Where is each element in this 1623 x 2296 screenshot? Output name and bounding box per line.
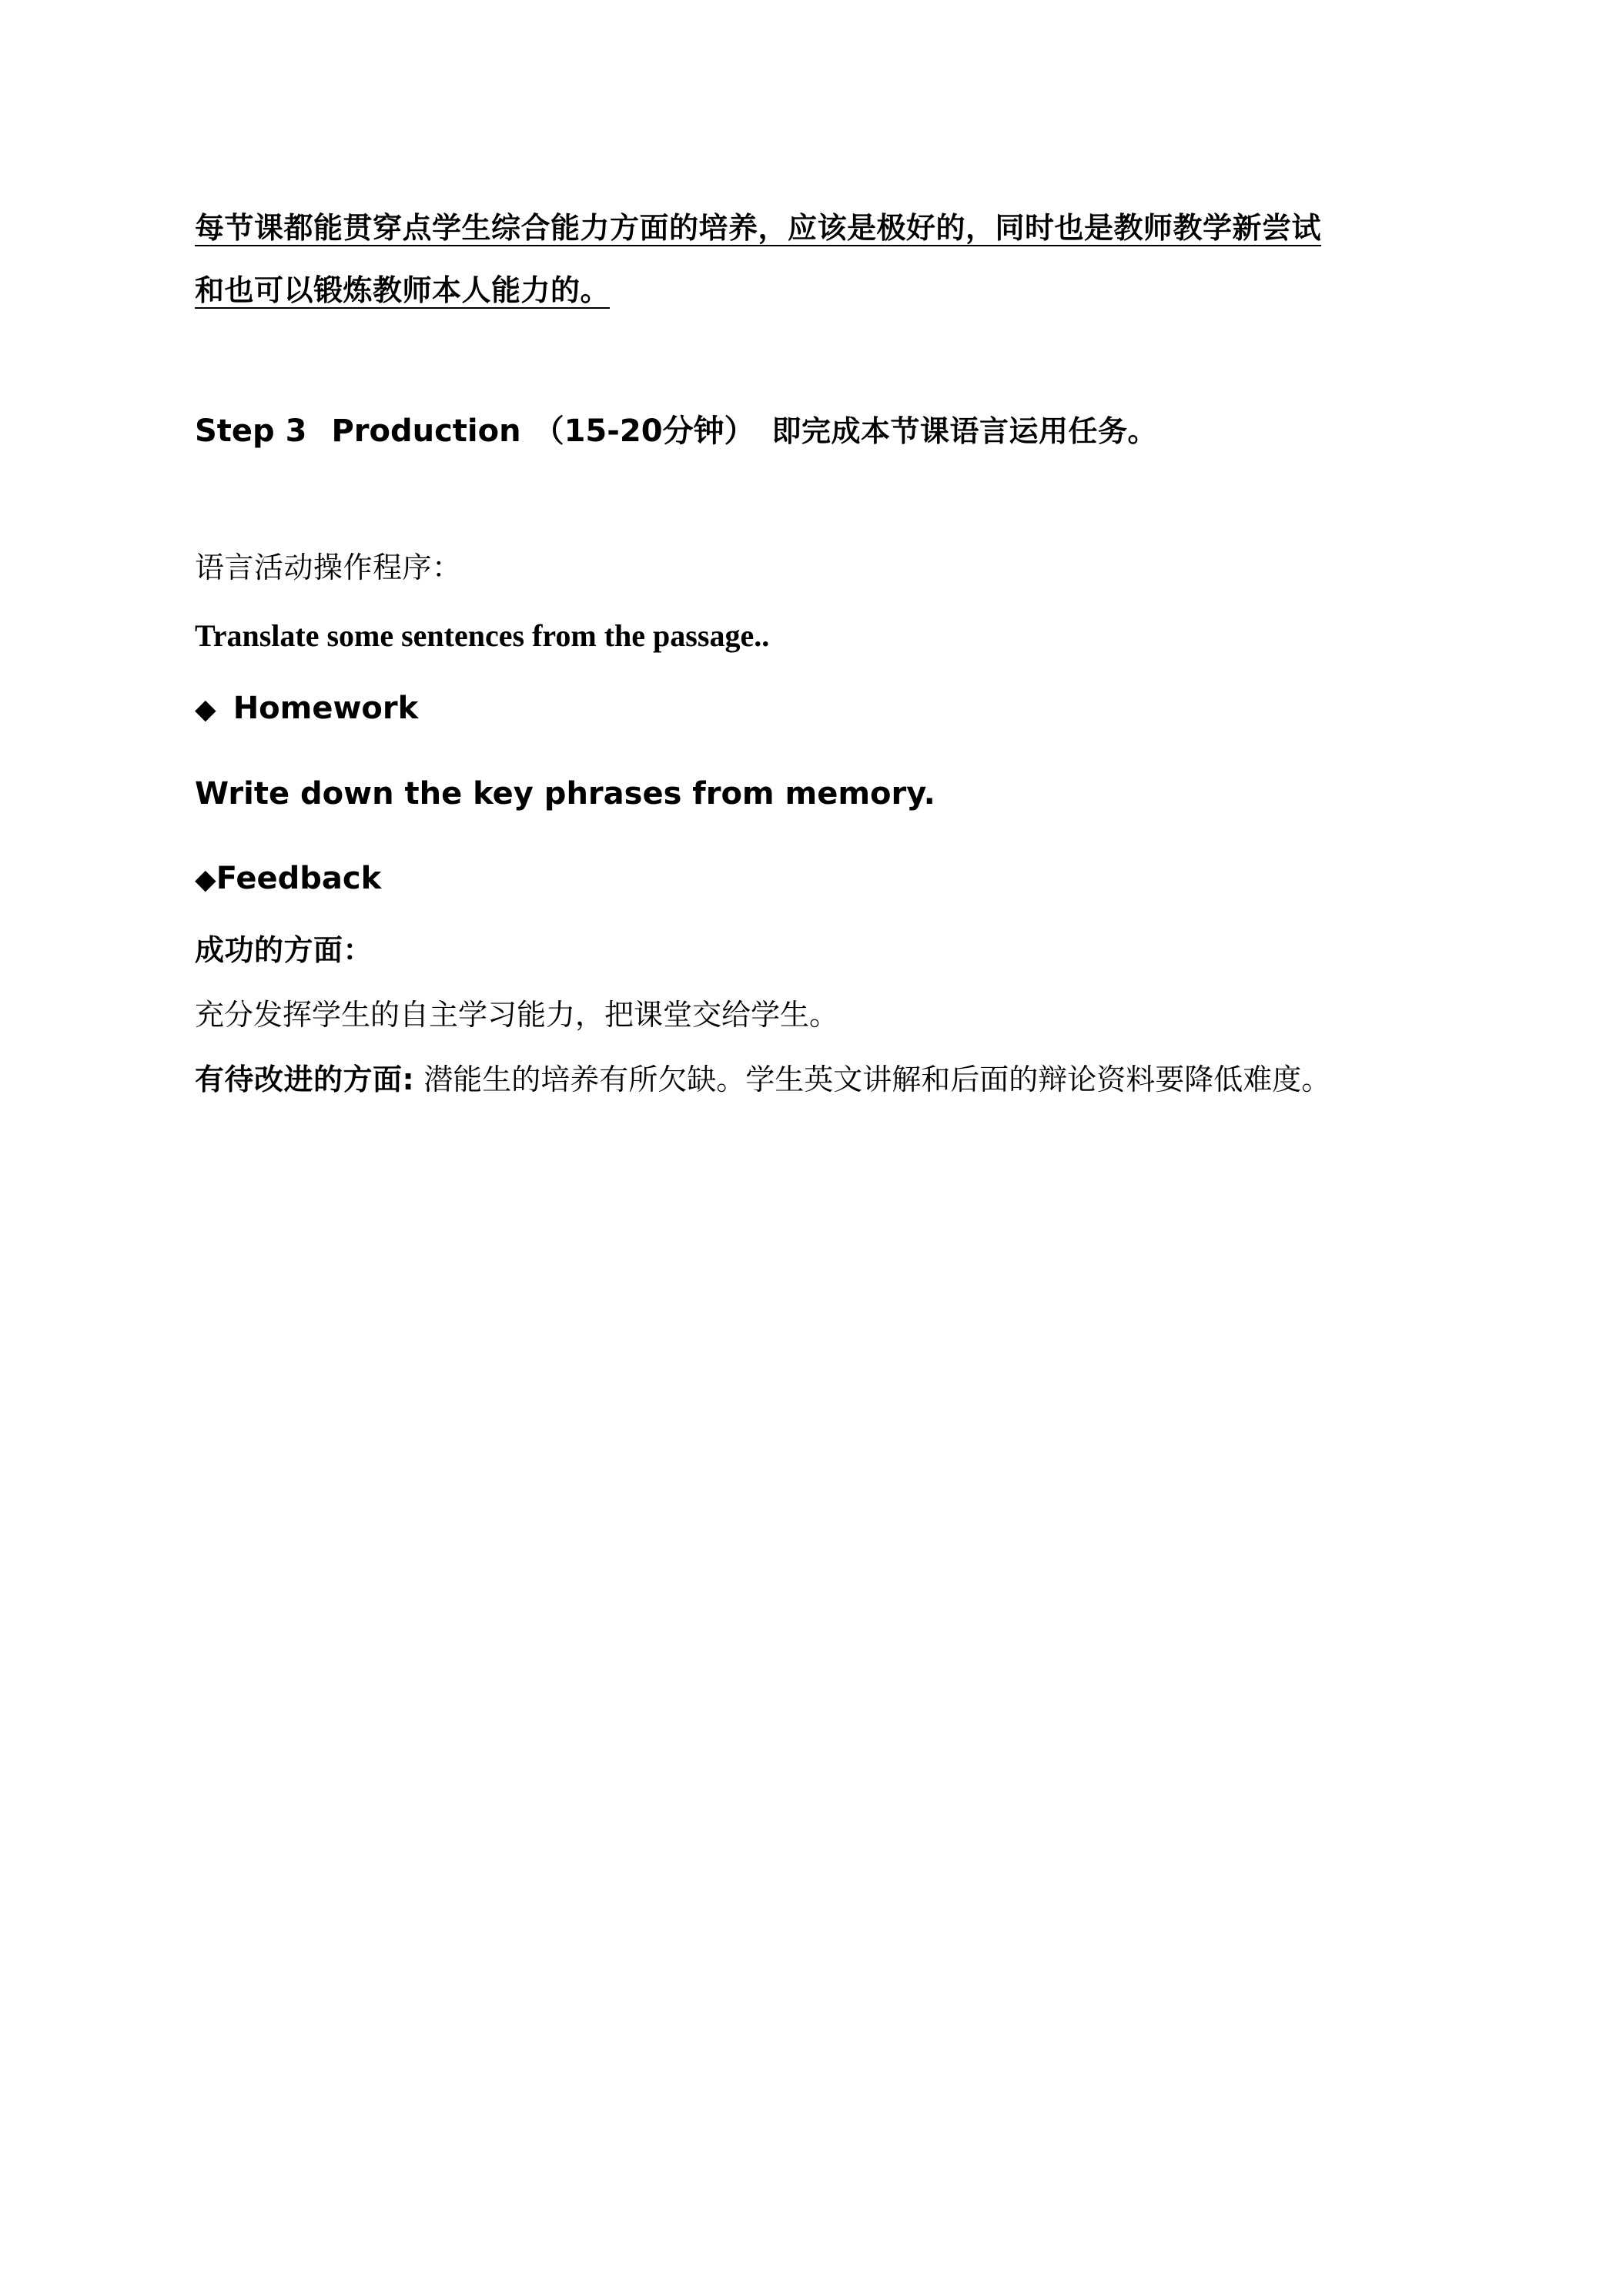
step-label: Step 3 [195, 413, 307, 449]
feedback-heading [195, 863, 381, 894]
homework-title: Homework [233, 691, 419, 726]
duration: （15-20分钟） [533, 413, 755, 449]
homework-text: Write down the key phrases from memory. [195, 776, 935, 812]
improve-line [195, 1065, 1330, 1094]
stage-label: Production [331, 413, 521, 449]
feedback-title: Feedback [216, 861, 382, 896]
diamond-bullet-icon: ◆ [195, 864, 216, 895]
success-text: 充分发挥学生的自主学习能力，把课堂交给学生。 [195, 998, 839, 1032]
step3-heading [195, 413, 1158, 449]
success-heading: 成功的方面： [195, 933, 373, 967]
intro-line-1: 每节课都能贯穿点学生综合能力方面的培养，应该是极好的，同时也是教师教学新尝试 [195, 211, 1322, 245]
improve-text: 潜能生的培养有所欠缺。学生英文讲解和后面的辩论资料要降低难度。 [414, 1063, 1331, 1096]
intro-line-2: 和也可以锻炼教师本人能力的。 [195, 273, 611, 307]
step3-description: 即完成本节课语言运用任务。 [771, 414, 1158, 448]
diamond-bullet-icon: ◆ [195, 694, 216, 725]
procedure-heading: 语言活动操作程序： [195, 551, 462, 584]
improve-heading: 有待改进的方面: [195, 1063, 415, 1096]
homework-heading [195, 693, 418, 724]
procedure-instruction: Translate some sentences from the passage.. [195, 618, 770, 653]
